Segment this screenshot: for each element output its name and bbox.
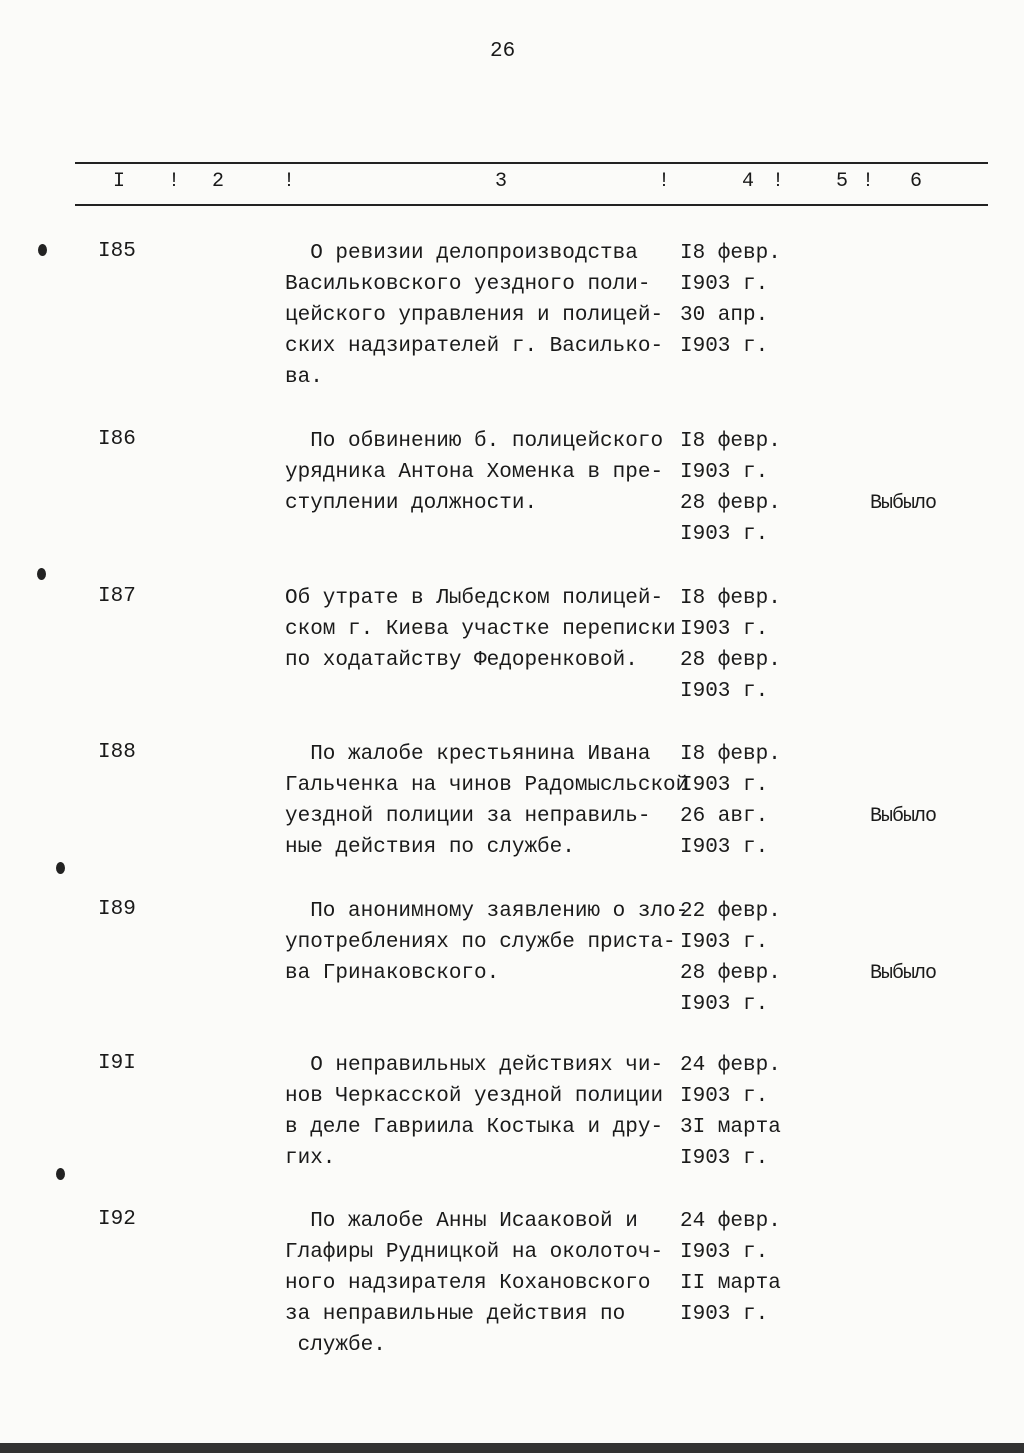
date-line: 24 февр. (680, 1210, 781, 1233)
description-line: уездной полиции за неправиль- (285, 805, 651, 828)
description-line: нов Черкасской уездной полиции (285, 1085, 664, 1108)
date-line: 30 апр. (680, 304, 769, 327)
date-line: I903 г. (680, 461, 769, 484)
description-line: По анонимному заявлению о зло- (285, 900, 689, 923)
description-line: Об утрате в Лыбедском полицей- (285, 587, 664, 610)
description-line: ва Гринаковского. (285, 962, 500, 985)
date-line: I903 г. (680, 523, 769, 546)
date-line: 24 февр. (680, 1054, 781, 1077)
description-line: гих. (285, 1147, 336, 1170)
punch-hole-mark (56, 862, 65, 874)
date-line: I903 г. (680, 774, 769, 797)
status-note: Выбыло (870, 962, 937, 985)
description-line: ные действия по службе. (285, 836, 575, 859)
date-line: I8 февр. (680, 242, 781, 265)
description-line: Гальченка на чинов Радомысльской (285, 774, 689, 797)
column-header: 5 (836, 170, 849, 193)
description-line: службе. (285, 1334, 386, 1357)
entry-number: I92 (98, 1208, 136, 1231)
date-line: I903 г. (680, 335, 769, 358)
column-header: I (113, 170, 126, 193)
date-line: 28 февр. (680, 962, 781, 985)
column-separator: ! (658, 170, 671, 193)
page-bottom-edge (0, 1443, 1024, 1453)
entry-number: I9I (98, 1052, 136, 1075)
punch-hole-mark (38, 244, 47, 256)
description-line: Васильковского уездного поли- (285, 273, 651, 296)
date-line: I903 г. (680, 273, 769, 296)
entry-number: I85 (98, 240, 136, 263)
date-line: 22 февр. (680, 900, 781, 923)
date-line: 26 авг. (680, 805, 769, 828)
description-line: ском г. Киева участке переписки (285, 618, 676, 641)
date-line: II марта (680, 1272, 781, 1295)
status-note: Выбыло (870, 805, 937, 828)
description-line: по ходатайству Федоренковой. (285, 649, 638, 672)
date-line: I8 февр. (680, 430, 781, 453)
description-line: цейского управления и полицей- (285, 304, 664, 327)
column-header: 6 (910, 170, 923, 193)
date-line: 28 февр. (680, 649, 781, 672)
date-line: I903 г. (680, 836, 769, 859)
date-line: I903 г. (680, 931, 769, 954)
date-line: 28 февр. (680, 492, 781, 515)
punch-hole-mark (37, 568, 46, 580)
date-line: I903 г. (680, 1085, 769, 1108)
description-line: употреблениях по службе приста- (285, 931, 676, 954)
date-line: I903 г. (680, 993, 769, 1016)
date-line: I903 г. (680, 1241, 769, 1264)
column-header: 3 (495, 170, 508, 193)
column-header: 2 (212, 170, 225, 193)
description-line: за неправильные действия по (285, 1303, 626, 1326)
description-line: урядника Антона Хоменка в пре- (285, 461, 664, 484)
entry-number: I87 (98, 585, 136, 608)
entry-number: I86 (98, 428, 136, 451)
entry-number: I88 (98, 741, 136, 764)
date-line: I903 г. (680, 1147, 769, 1170)
description-line: По жалобе крестьянина Ивана (285, 743, 651, 766)
description-line: ного надзирателя Кохановского (285, 1272, 651, 1295)
punch-hole-mark (56, 1168, 65, 1180)
status-note: Выбыло (870, 492, 937, 515)
date-line: 3I марта (680, 1116, 781, 1139)
header-top-rule (75, 162, 988, 164)
description-line: По жалобе Анны Исааковой и (285, 1210, 638, 1233)
entry-number: I89 (98, 898, 136, 921)
description-line: ступлении должности. (285, 492, 538, 515)
description-line: ва. (285, 366, 323, 389)
column-header: 4 (742, 170, 755, 193)
description-line: ских надзирателей г. Василько- (285, 335, 664, 358)
column-separator: ! (168, 170, 181, 193)
description-line: Глафиры Рудницкой на околоточ- (285, 1241, 664, 1264)
column-separator: ! (862, 170, 875, 193)
date-line: I8 февр. (680, 587, 781, 610)
header-bottom-rule (75, 204, 988, 206)
date-line: I903 г. (680, 1303, 769, 1326)
date-line: I903 г. (680, 680, 769, 703)
column-separator: ! (283, 170, 296, 193)
description-line: О ревизии делопроизводства (285, 242, 638, 265)
description-line: в деле Гавриила Костыка и дру- (285, 1116, 664, 1139)
page-number: 26 (490, 40, 516, 63)
description-line: По обвинению б. полицейского (285, 430, 664, 453)
description-line: О неправильных действиях чи- (285, 1054, 664, 1077)
date-line: I8 февр. (680, 743, 781, 766)
column-separator: ! (772, 170, 785, 193)
date-line: I903 г. (680, 618, 769, 641)
